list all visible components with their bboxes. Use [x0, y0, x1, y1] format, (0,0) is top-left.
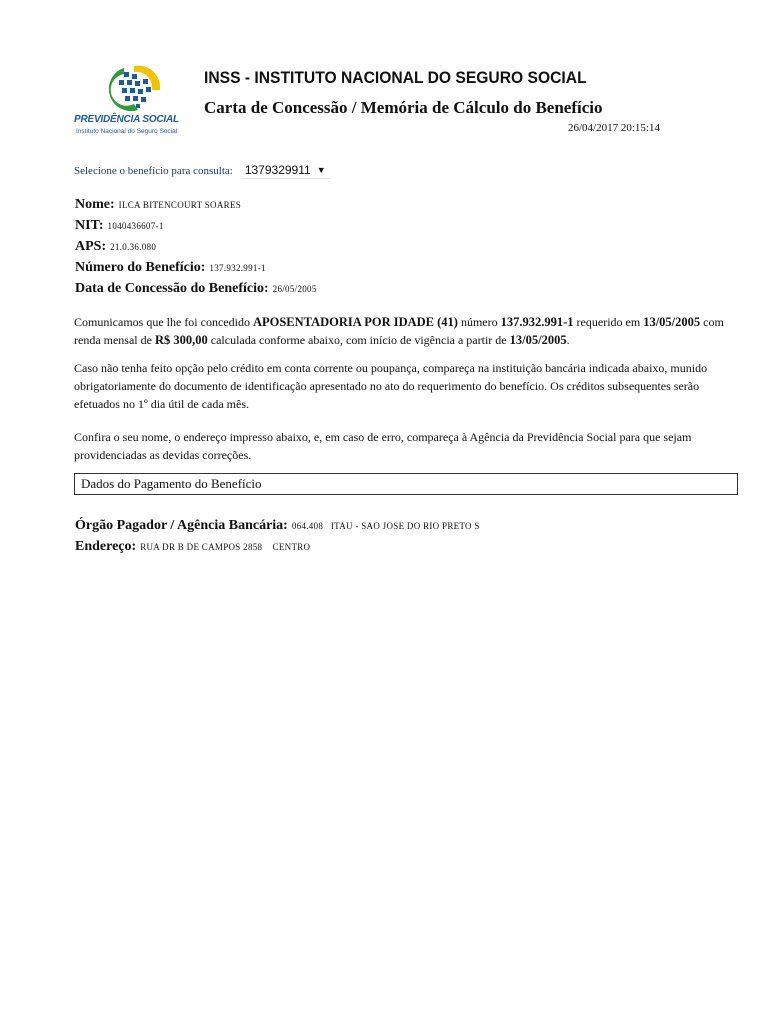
concession-date-value: 26/05/2005	[272, 284, 317, 294]
address-value: RUA DR B DE CAMPOS 2858 CENTRO	[140, 542, 311, 552]
aps-line	[75, 235, 317, 256]
benefit-select-value: 1379329911	[244, 163, 311, 177]
logo-name: PREVIDÊNCIA SOCIAL	[74, 114, 179, 125]
nome-label: Nome:	[75, 197, 115, 212]
benefit-number: 137.932.991-1	[500, 315, 574, 329]
validity-date: 13/05/2005	[509, 333, 567, 347]
verification-paragraph: Confira o seu nome, o endereço impresso abaixo, e, em caso de erro, compareça à Agência da Previdência Social para que sejam providenciadas as devidas correções.	[74, 430, 692, 462]
benefit-select[interactable]	[241, 163, 330, 179]
benefit-number-value: 137.932.991-1	[209, 263, 266, 273]
monthly-income: R$ 300,00	[154, 333, 208, 347]
paying-agency-value: 064.408 ITAU - SAO JOSE DO RIO PRETO S	[291, 521, 480, 531]
concession-paragraph	[74, 313, 736, 349]
payment-data-header: Dados do Pagamento do Benefício	[74, 473, 738, 495]
aps-value: 21.0.36.080	[110, 242, 157, 252]
benefit-number-label: Número do Benefício:	[75, 260, 206, 275]
nit-value: 1040436607-1	[107, 221, 164, 231]
address-line	[75, 535, 480, 556]
concession-text: número	[457, 315, 501, 329]
concession-date-label: Data de Concessão do Benefício:	[75, 281, 269, 296]
paying-agency-label: Órgão Pagador / Agência Bancária:	[75, 518, 288, 533]
request-date: 13/05/2005	[643, 315, 701, 329]
payment-instructions-paragraph: Caso não tenha feito opção pelo crédito em conta corrente ou poupança, compareça na instituição bancária indicada abaixo, munido obrigatoriamente do documento de identificação apresentado no ato do requerimento do benefício. Os créditos subsequentes serão efetuados no 1º dia útil de cada mês.	[74, 361, 708, 411]
logo-subtitle: Instituto Nacional do Seguro Social	[76, 128, 178, 135]
benefit-number-line	[75, 256, 317, 277]
previdencia-logo	[74, 62, 184, 144]
concession-text: com renda mensal de	[74, 315, 724, 347]
nit-label: NIT:	[75, 218, 104, 233]
concession-text: calculada conforme abaixo, com início de vigência a partir de	[207, 333, 510, 347]
nit-line	[75, 214, 317, 235]
concession-text: Comunicamos que lhe foi concedido	[74, 315, 253, 329]
previdencia-logo-icon	[94, 64, 164, 112]
concession-text: requerido em	[573, 315, 644, 329]
page-title: INSS - INSTITUTO NACIONAL DO SEGURO SOCIAL	[204, 68, 587, 87]
paying-agency-line	[75, 514, 480, 535]
aps-label: APS:	[75, 239, 107, 254]
nome-line	[75, 193, 317, 214]
benefit-selector-row	[74, 162, 330, 180]
timestamp: 26/04/2017 20:15:14	[568, 122, 660, 134]
concession-text: .	[566, 333, 570, 347]
nome-value: ILCA BITENCOURT SOARES	[118, 200, 242, 210]
concession-date-line	[75, 277, 317, 298]
chevron-down-icon: ▼	[316, 165, 326, 175]
payment-info	[75, 514, 480, 556]
beneficiary-info	[75, 193, 317, 298]
address-label: Endereço:	[75, 539, 137, 554]
benefit-type: APOSENTADORIA POR IDADE (41)	[252, 315, 458, 329]
benefit-selector-label: Selecione o benefício para consulta:	[74, 165, 233, 177]
page-subtitle: Carta de Concessão / Memória de Cálculo do Benefício	[204, 98, 603, 117]
